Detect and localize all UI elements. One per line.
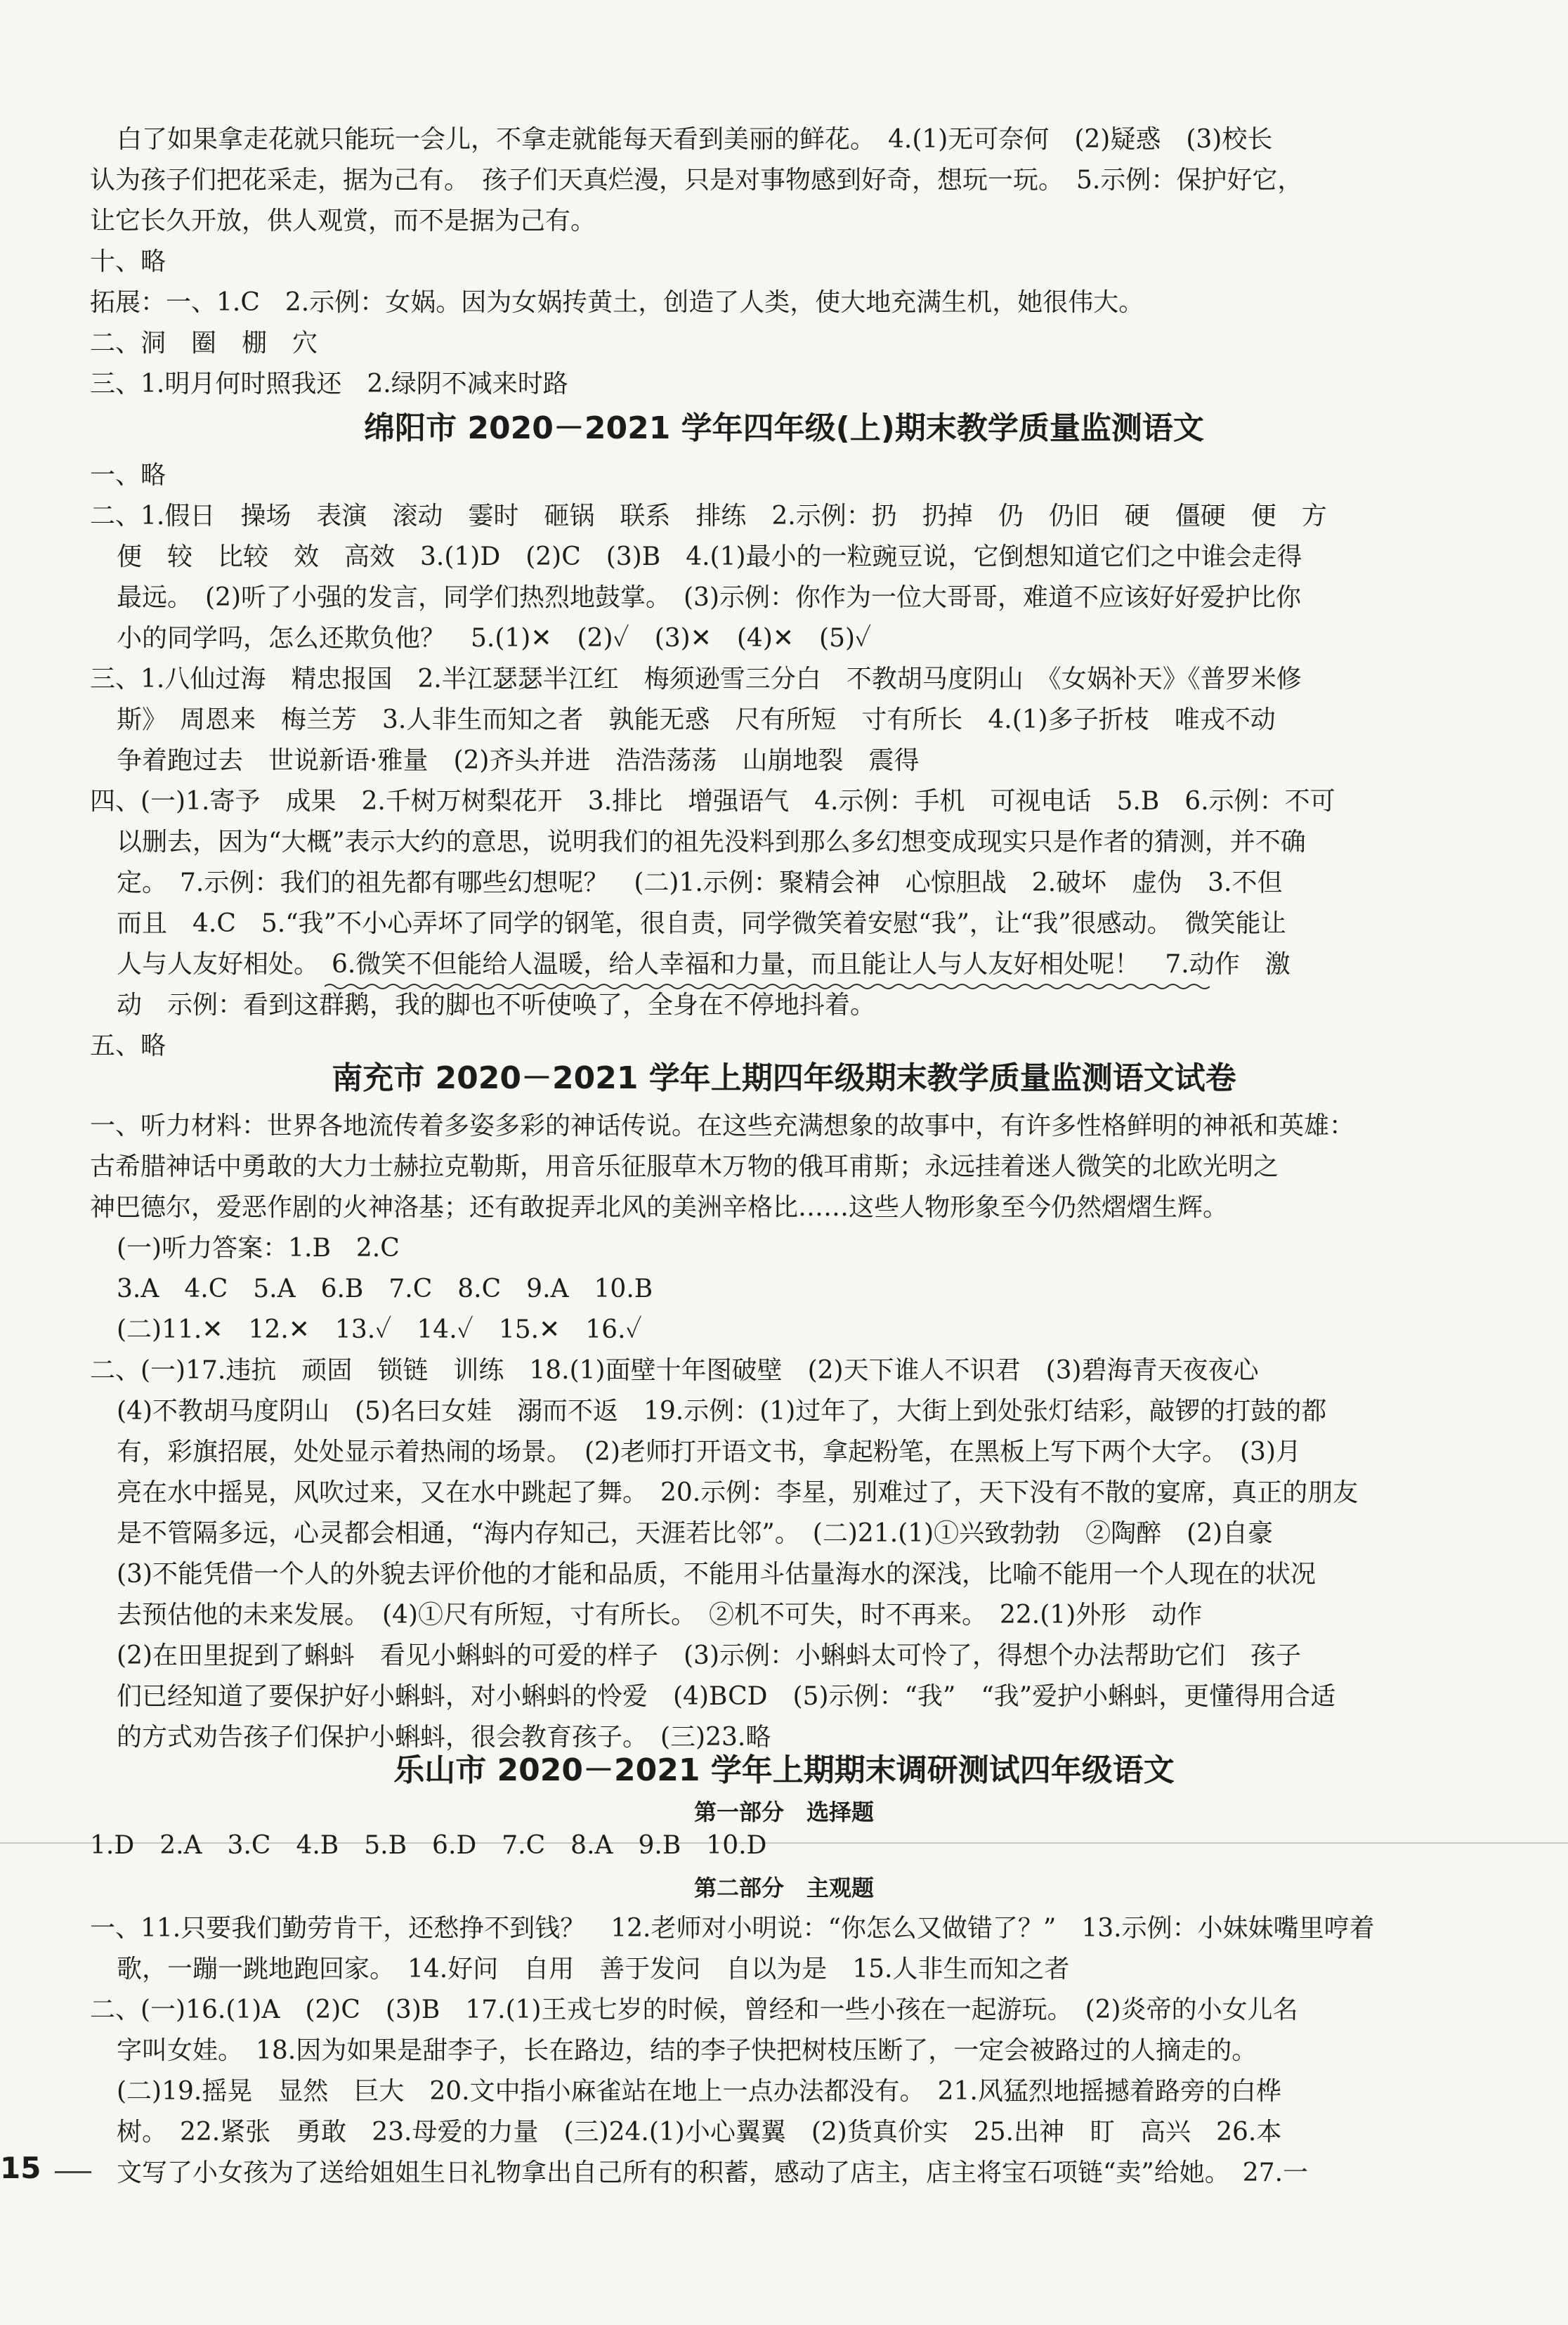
- text-line: 歌，一蹦一跳地跑回家。 14.好问 自用 善于发问 自以为是 15.人非生而知之者: [117, 1955, 1070, 1984]
- text-line: 1.D 2.A 3.C 4.B 5.B 6.D 7.C 8.A 9.B 10.D: [90, 1831, 767, 1860]
- section-title-leshan: 乐山市 2020－2021 学年上期期末调研测试四年级语文: [393, 1752, 1175, 1788]
- part-one-title: 第一部分 选择题: [693, 1799, 874, 1825]
- text-line: 定。 7.示例：我们的祖先都有哪些幻想呢？ (二)1.示例：聚精会神 心惊胆战 2.破坏 虚伪 3.不但: [117, 868, 1283, 897]
- text-line: 动 示例：看到这群鹅，我的脚也不听使唤了，全身在不停地抖着。: [117, 991, 876, 1020]
- text-line: 树。 22.紧张 勇敢 23.母爱的力量 (三)24.(1)小心翼翼 (2)货真价实 25.出神 盯 高兴 26.本: [117, 2118, 1282, 2147]
- text-line: 一、略: [90, 461, 166, 490]
- text-line: 二、洞 圈 棚 穴: [90, 329, 318, 358]
- section-title-nanchong: 南充市 2020－2021 学年上期四年级期末教学质量监测语文试卷: [332, 1060, 1236, 1096]
- text-line: (二)19.摇晃 显然 巨大 20.文中指小麻雀站在地上一点办法都没有。 21.风猛烈地摇撼着路旁的白桦: [117, 2077, 1281, 2106]
- text-line: 三、1.八仙过海 精忠报国 2.半江瑟瑟半江红 梅须逊雪三分白 不教胡马度阴山 《女娲补天》《普罗米修: [90, 665, 1302, 693]
- text-line: 一、听力材料：世界各地流传着多姿多彩的神话传说。在这些充满想象的故事中，有许多性格鲜明的神祇和英雄：: [90, 1112, 1355, 1140]
- text-line: 是不管隔多远，心灵都会相通，“海内存知己，天涯若比邻”。 (二)21.(1)①兴致勃勃 ②陶醉 (2)自豪: [117, 1519, 1274, 1548]
- text-line: 斯》 周恩来 梅兰芳 3.人非生而知之者 孰能无惑 尺有所短 寸有所长 4.(1)多子折枝 唯戎不动: [117, 705, 1276, 734]
- wavy-underline: [325, 982, 1210, 991]
- text-line: (二)11.✕ 12.✕ 13.✓ 14.✓ 15.✕ 16.✓: [117, 1315, 642, 1344]
- text-line: 去预估他的未来发展。 (4)①尺有所短，寸有所长。 ②机不可失，时不再来。 22.(1)外形 动作: [117, 1601, 1203, 1629]
- text-line: 有，彩旗招展，处处显示着热闹的场景。 (2)老师打开语文书，拿起粉笔，在黑板上写下两个大字。 (3)月: [117, 1438, 1301, 1466]
- text-line: 的方式劝告孩子们保护小蝌蚪，很会教育孩子。 (三)23.略: [117, 1723, 771, 1752]
- leshan-part-two: [90, 1908, 1478, 2194]
- text-line: 神巴德尔，爱恶作剧的火神洛基；还有敢捉弄北风的美洲辛格比……这些人物形象至今仍然熠熠生辉。: [90, 1193, 1229, 1222]
- text-line: 最远。 (2)听了小强的发言，同学们热烈地鼓掌。 (3)示例：你作为一位大哥哥，难道不应该好好爱护比你: [117, 583, 1301, 612]
- text-line: 争着跑过去 世说新语·雅量 (2)齐头并进 浩浩荡荡 山崩地裂 震得: [117, 746, 920, 775]
- text-line: 文写了小女孩为了送给姐姐生日礼物拿出自己所有的积蓄，感动了店主，店主将宝石项链“卖”给她。 27.一: [117, 2158, 1309, 2187]
- text-line: 古希腊神话中勇敢的大力士赫拉克勒斯，用音乐征服草木万物的俄耳甫斯；永远挂着迷人微笑的北欧光明之: [90, 1152, 1279, 1181]
- leshan-part-one: [90, 1825, 1478, 1866]
- text-line: 亮在水中摇晃，风吹过来，又在水中跳起了舞。 20.示例：李星，别难过了，天下没有不散的宴席，真正的朋友: [117, 1478, 1359, 1507]
- text-line: 四、(一)1.寄予 成果 2.千树万树梨花开 3.排比 增强语气 4.示例：手机 可视电话 5.B 6.示例：不可: [90, 787, 1335, 816]
- text-line: 五、略: [90, 1031, 166, 1060]
- section-title-mianyang: 绵阳市 2020－2021 学年四年级(上)期末教学质量监测语文: [364, 410, 1204, 446]
- text-line: 3.A 4.C 5.A 6.B 7.C 8.C 9.A 10.B: [117, 1275, 653, 1303]
- text-line: (3)不能凭借一个人的外貌去评价他的才能和品质，不能用斗估量海水的深浅，比喻不能用一个人现在的状况: [117, 1560, 1316, 1589]
- text-line: 十、略: [90, 247, 166, 276]
- text-line: (4)不教胡马度阴山 (5)名曰女娃 溺而不返 19.示例：(1)过年了，大街上到处张灯结彩，敲锣的打鼓的都: [117, 1397, 1327, 1426]
- text-line: 而且 4.C 5.“我”不小心弄坏了同学的钢笔，很自责，同学微笑着安慰“我”，让“我”很感动。 微笑能让: [117, 909, 1286, 938]
- text-line: (2)在田里捉到了蝌蚪 看见小蝌蚪的可爱的样子 (3)示例：小蝌蚪太可怜了，得想个办法帮助它们 孩子: [117, 1641, 1301, 1670]
- text-line: 认为孩子们把花采走，据为己有。 孩子们天真烂漫，只是对事物感到好奇，想玩一玩。 5.示例：保护好它，: [90, 166, 1303, 195]
- text-line: 字叫女娃。 18.因为如果是甜李子，长在路边，结的李子快把树枝压断了，一定会被路过的人摘走的。: [117, 2036, 1257, 2065]
- text-line: 白了如果拿走花就只能玩一会儿，不拿走就能每天看到美丽的鲜花。 4.(1)无可奈何 (2)疑惑 (3)校长: [117, 125, 1273, 154]
- text-line: 小的同学吗，怎么还欺负他？ 5.(1)✕ (2)✓ (3)✕ (4)✕ (5)✓: [117, 624, 872, 653]
- mianyang-answers: [90, 455, 1478, 1067]
- text-line: 三、1.明月何时照我还 2.绿阴不减来时路: [90, 370, 568, 398]
- top-continuation: [90, 119, 1478, 405]
- text-line: 二、(一)17.违抗 顽固 锁链 训练 18.(1)面壁十年图破壁 (2)天下谁人不识君 (3)碧海青天夜夜心: [90, 1356, 1259, 1385]
- text-line: 拓展：一、1.C 2.示例：女娲。因为女娲抟黄土，创造了人类，使大地充满生机，她很伟大。: [90, 288, 1144, 317]
- page-number-dash: [55, 2171, 91, 2173]
- text-line: 们已经知道了要保护好小蝌蚪，对小蝌蚪的怜爱 (4)BCD (5)示例：“我” “我”爱护小蝌蚪，更懂得用合适: [117, 1682, 1336, 1711]
- text-line: 便 较 比较 效 高效 3.(1)D (2)C (3)B 4.(1)最小的一粒豌豆说，它倒想知道它们之中谁会走得: [117, 542, 1302, 571]
- text-line: 人与人友好相处。 6.微笑不但能给人温暖，给人幸福和力量，而且能让人与人友好相处呢！ 7.动作 激: [117, 950, 1291, 979]
- text-line: 二、1.假日 操场 表演 滚动 霎时 砸锅 联系 排练 2.示例：扔 扔掉 仍 仍旧 硬 僵硬 便 方: [90, 502, 1327, 530]
- part-two-title: 第二部分 主观题: [693, 1875, 874, 1901]
- text-line: 以删去，因为“大概”表示大约的意思，说明我们的祖先没料到那么多幻想变成现实只是作者的猜测，并不确: [117, 828, 1306, 857]
- text-line: (一)听力答案：1.B 2.C: [117, 1234, 400, 1263]
- page-number: 15: [0, 2151, 41, 2185]
- nanchong-answers: [90, 1106, 1478, 1758]
- text-line: 一、11.只要我们勤劳肯干，还愁挣不到钱？ 12.老师对小明说：“你怎么又做错了？” 13.示例：小妹妹嘴里哼着: [90, 1914, 1375, 1943]
- text-line: 二、(一)16.(1)A (2)C (3)B 17.(1)王戎七岁的时候，曾经和一些小孩在一起游玩。 (2)炎帝的小女儿名: [90, 1995, 1298, 2024]
- text-line: 让它长久开放，供人观赏，而不是据为己有。: [90, 207, 596, 235]
